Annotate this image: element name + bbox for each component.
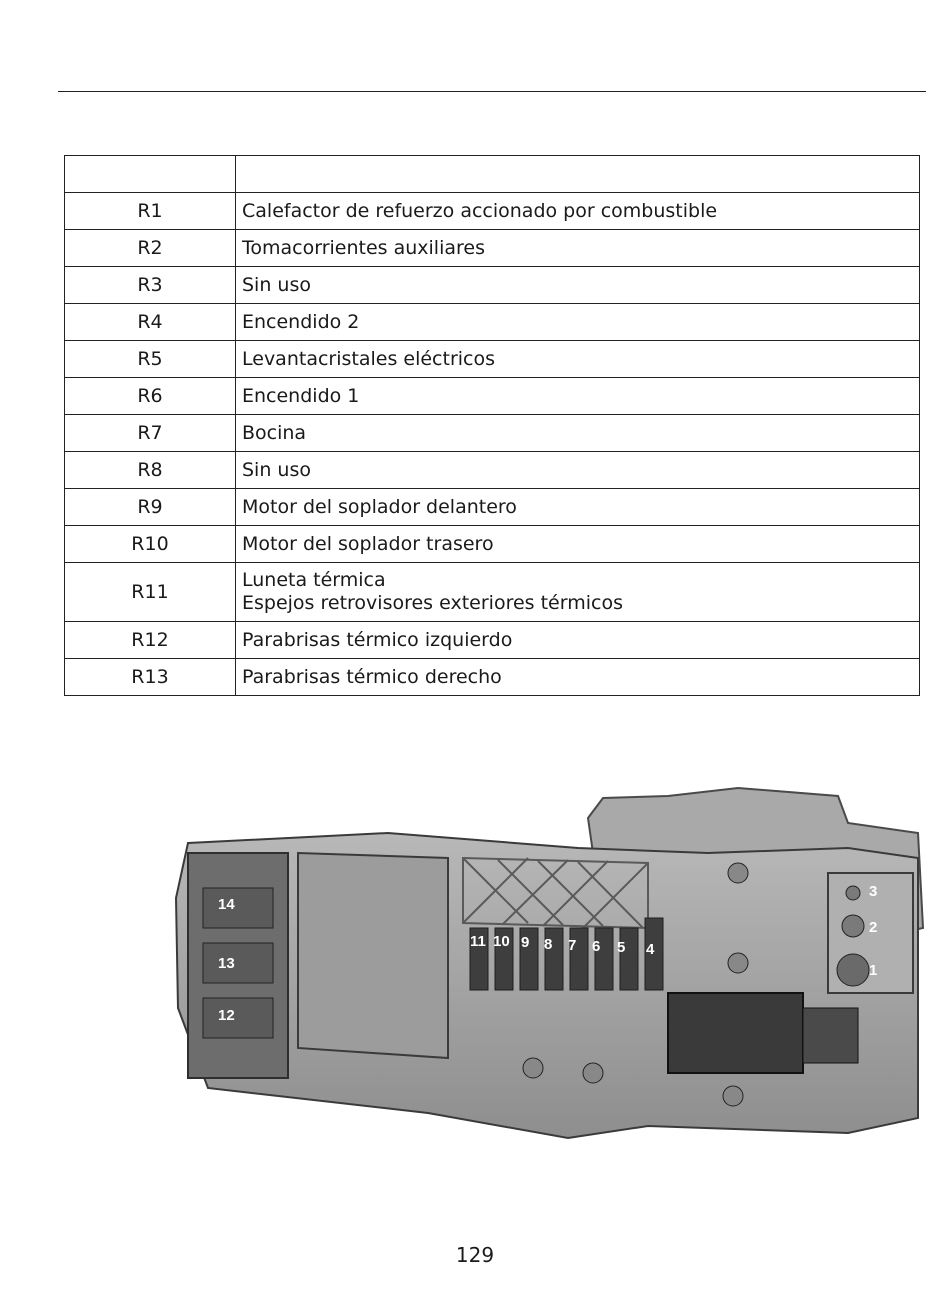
- circuit-line: Motor del soplador trasero: [242, 532, 494, 555]
- circuit-cell: [236, 341, 920, 378]
- relay-id-cell: R11: [65, 563, 236, 622]
- circuit-cell: [236, 452, 920, 489]
- relay-id-cell: R6: [65, 378, 236, 415]
- callout-6: 6: [592, 938, 601, 955]
- circuit-cell: [236, 267, 920, 304]
- callout-4: 4: [646, 941, 655, 958]
- page-number: 129: [455, 1243, 495, 1267]
- circuit-cell: [236, 563, 920, 622]
- relay-id-cell: R13: [65, 659, 236, 696]
- callout-1: 1: [869, 962, 878, 979]
- relay-id-cell: R3: [65, 267, 236, 304]
- relay-id-cell: R1: [65, 193, 236, 230]
- circuit-line: Sin uso: [242, 273, 311, 296]
- circuit-line: Parabrisas térmico derecho: [242, 665, 502, 688]
- circuit-line: Encendido 2: [242, 310, 360, 333]
- relay-id-cell: R7: [65, 415, 236, 452]
- stud-2: [842, 915, 864, 937]
- table-row: [65, 267, 920, 304]
- callout-2: 2: [869, 919, 878, 936]
- header-cell-circuit: [236, 156, 920, 193]
- circuit-cell: [236, 193, 920, 230]
- table-row: [65, 622, 920, 659]
- circuit-cell: [236, 489, 920, 526]
- relay-box-illustration: [148, 778, 928, 1148]
- circuit-cell: [236, 230, 920, 267]
- circuit-cell: [236, 304, 920, 341]
- table-row: [65, 415, 920, 452]
- circuit-line: Motor del soplador delantero: [242, 495, 517, 518]
- terminal-14: [203, 888, 273, 928]
- circuit-line: Calefactor de refuerzo accionado por combustible: [242, 199, 718, 222]
- table-row: [65, 230, 920, 267]
- header-rule: [58, 91, 926, 92]
- circuit-line: Bocina: [242, 421, 307, 444]
- table-row: [65, 489, 920, 526]
- table-row: [65, 452, 920, 489]
- circuit-cell: [236, 659, 920, 696]
- relay-id-cell: R5: [65, 341, 236, 378]
- circuit-line: Encendido 1: [242, 384, 360, 407]
- relay-id-cell: R8: [65, 452, 236, 489]
- table-header-row: [65, 156, 920, 193]
- callout-12: 12: [218, 1007, 235, 1024]
- circuit-cell: [236, 526, 920, 563]
- table-row: [65, 563, 920, 622]
- dark-module: [668, 993, 803, 1073]
- terminal-13: [203, 943, 273, 983]
- relay-id-cell: R4: [65, 304, 236, 341]
- circuit-line: Espejos retrovisores exteriores térmicos: [242, 592, 623, 614]
- relay-id-cell: R9: [65, 489, 236, 526]
- relay-table: [64, 155, 920, 696]
- callout-11: 11: [470, 933, 486, 950]
- stud-3: [846, 886, 860, 900]
- callout-8: 8: [544, 936, 553, 953]
- circuit-line: Tomacorrientes auxiliares: [242, 236, 485, 259]
- table-row: [65, 526, 920, 563]
- relay-id-cell: R2: [65, 230, 236, 267]
- circuit-line: Sin uso: [242, 458, 311, 481]
- table-row: [65, 341, 920, 378]
- relay-id-cell: R12: [65, 622, 236, 659]
- circuit-line: Luneta térmica: [242, 569, 386, 591]
- callout-5: 5: [617, 939, 626, 956]
- table-row: [65, 378, 920, 415]
- module-connector: [803, 1008, 858, 1063]
- circuit-line: Parabrisas térmico izquierdo: [242, 628, 513, 651]
- table-row: [65, 659, 920, 696]
- center-panel: [298, 853, 448, 1058]
- callout-13: 13: [218, 955, 235, 972]
- circuit-cell: [236, 415, 920, 452]
- table-row: [65, 193, 920, 230]
- callout-3: 3: [869, 883, 878, 900]
- circuit-line: Levantacristales eléctricos: [242, 347, 496, 370]
- relay-id-cell: R10: [65, 526, 236, 563]
- callout-9: 9: [521, 934, 530, 951]
- stud-1: [837, 954, 869, 986]
- callout-14: 14: [218, 896, 235, 913]
- terminal-12: [203, 998, 273, 1038]
- table-row: [65, 304, 920, 341]
- circuit-cell: [236, 622, 920, 659]
- header-cell-relay: [65, 156, 236, 193]
- circuit-cell: [236, 378, 920, 415]
- callout-7: 7: [568, 937, 577, 954]
- callout-10: 10: [493, 933, 510, 950]
